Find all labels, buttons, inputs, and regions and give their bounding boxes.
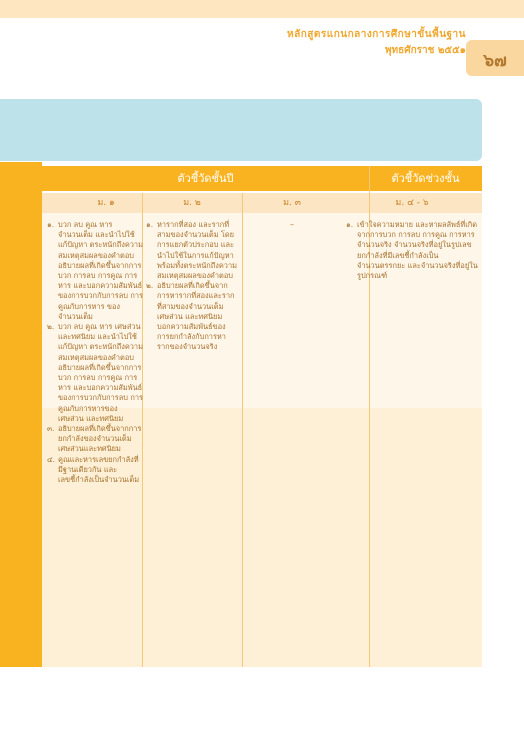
side-strip bbox=[0, 162, 42, 667]
cell-m2 bbox=[146, 220, 238, 353]
book-title: หลักสูตรแกนกลางการศึกษาขั้นพื้นฐาน bbox=[287, 29, 466, 40]
column-m3: ม. ๓ bbox=[283, 198, 301, 208]
column-divider bbox=[242, 193, 243, 667]
column-m4-6: ม. ๔ - ๖ bbox=[395, 198, 429, 208]
indicator-number: ๑. bbox=[47, 220, 55, 229]
indicator-number: ๔. bbox=[47, 454, 55, 464]
column-m1: ม. ๑ bbox=[97, 198, 115, 208]
book-year: พุทธศักราช ๒๕๕๑ bbox=[384, 45, 466, 56]
indicator-text: อธิบายผลที่เกิดขึ้นจากการหารากที่สองและรากที่สามของจำนวนเต็ม เศษส่วน และทศนิยม บอกความสัมพันธ์ของการยกกำลังกับการหารากของจำนวนจริง bbox=[157, 281, 235, 352]
indicator-table bbox=[42, 162, 482, 667]
table-group-header-row bbox=[42, 166, 482, 191]
indicator-text: บวก ลบ คูณ หาร เศษส่วน และทศนิยม และนำไปใช้แก้ปัญหา ตระหนักถึงความสมเหตุสมผลของคำตอบ อธิบายผลที่เกิดขึ้นจากการบวก การลบ การคูณ การหาร และบอกความสัมพันธ์ของการบวกกับการลบ การคูณกับการหารของเศษส่วน และทศนิยม bbox=[58, 322, 143, 423]
indicator-text: หารากที่สอง และรากที่สามของจำนวนเต็ม โดยการแยกตัวประกอบ และนำไปใช้ในการแก้ปัญหา พร้อมทั้งตระหนักถึงความสมเหตุสมผลของคำตอบ bbox=[157, 220, 237, 281]
indicator-item bbox=[47, 455, 143, 486]
indicator-item bbox=[47, 424, 143, 455]
indicator-item bbox=[47, 322, 143, 424]
cell-m4-6 bbox=[346, 220, 478, 281]
indicator-number: ๒. bbox=[47, 322, 55, 332]
column-m2: ม. ๒ bbox=[183, 198, 201, 208]
header-grade-indicators: ตัวชี้วัดชั้นปี bbox=[177, 172, 234, 185]
indicator-text: เข้าใจความหมาย และหาผลลัพธ์ที่เกิดจากการบวก การลบ การคูณ การหารจำนวนจริง จำนวนจริงที่อยู่ในรูปเลขยกกำลังที่มีเลขชี้กำลังเป็นจำนวนตรรกยะ และจำนวนจริงที่อยู่ในรูปกรณฑ์ bbox=[357, 220, 478, 281]
indicator-number: ๑. bbox=[146, 220, 154, 229]
indicator-item bbox=[146, 220, 238, 281]
indicator-text: บวก ลบ คูณ หาร จำนวนเต็ม และนำไปใช้แก้ปัญหา ตระหนักถึงความสมเหตุสมผลของคำตอบ อธิบายผลที่เกิดขึ้นจากการบวก การลบ การคูณ การหาร และบอกความสัมพันธ์ของการบวกกับการลบ การคูณกับการหาร ของจำนวนเต็ม bbox=[58, 220, 143, 321]
indicator-text: อธิบายผลที่เกิดขึ้นจากการยกกำลังของจำนวนเต็ม เศษส่วนและทศนิยม bbox=[58, 424, 142, 454]
cell-m3: – bbox=[290, 220, 294, 229]
table-column-header-row bbox=[42, 193, 482, 213]
header-range-indicators: ตัวชี้วัดช่วงชั้น bbox=[391, 172, 460, 185]
page-number: ๖๗ bbox=[483, 51, 507, 71]
top-band bbox=[0, 0, 524, 18]
indicator-item bbox=[146, 281, 238, 352]
indicator-text: คูณและหารเลขยกกำลังที่มีฐานเดียวกัน และเลขชี้กำลังเป็นจำนวนเต็ม bbox=[58, 454, 140, 485]
indicator-number: ๒. bbox=[146, 281, 154, 291]
indicator-item bbox=[47, 220, 143, 322]
indicator-number: ๑. bbox=[346, 220, 354, 229]
indicator-item bbox=[346, 220, 478, 281]
indicator-number: ๓. bbox=[47, 424, 55, 434]
cell-m1 bbox=[47, 220, 143, 485]
page-number-tab bbox=[466, 40, 524, 76]
standard-box bbox=[0, 99, 482, 161]
